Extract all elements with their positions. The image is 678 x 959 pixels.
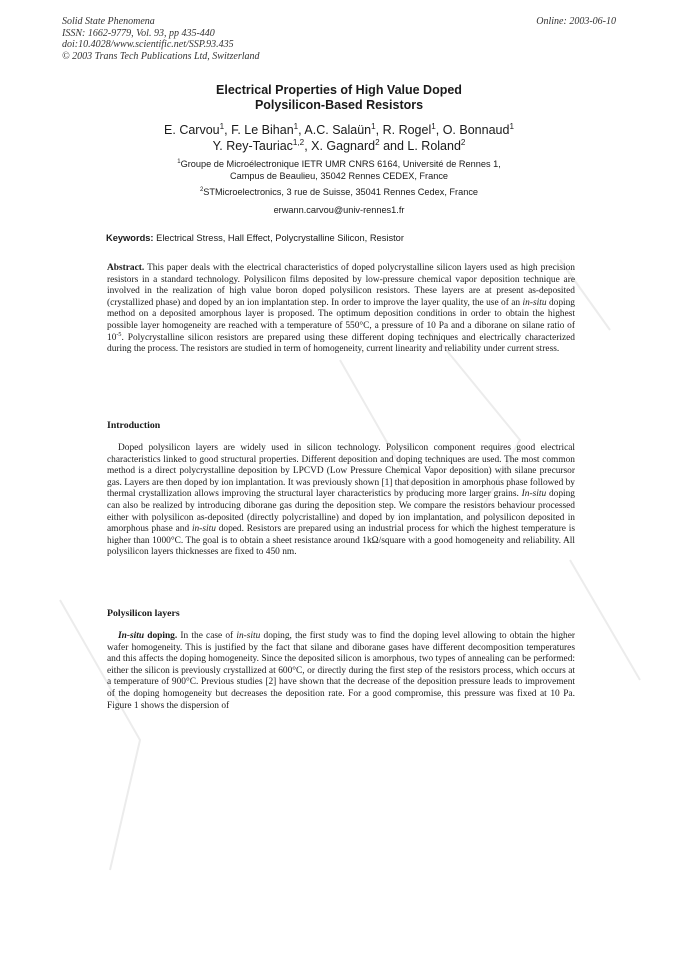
- title-line-1: Electrical Properties of High Value Doped: [216, 83, 462, 97]
- poly-italic: in-situ: [236, 631, 261, 641]
- journal-name: Solid State Phenomena: [62, 16, 155, 27]
- poly-text: doping, the first study was to find the doping level allowing to obtain the higher wafer homogeneity. This is justified by the fact that silane and diborane gases have different decomposition temperatures and this affects the doping homogeneity. Since the deposited silicon is amorphous, two types of annealing can be performed: either the silicon is previously crystallized at 600°C, or directly during the first step of the resistors process, which occurs at a temperature of 900°C. Previous studies [2] have shown that the decrease of the deposition pressure leads to improvement of the doping homogeneity but decreases the deposition rate. For a good compromise, this pressure was fixed at 10 Pa. Figure 1 shows the dispersion of: [107, 631, 575, 711]
- paper-title: [0, 83, 678, 113]
- introduction-paragraph: [107, 443, 575, 559]
- affiliation-text: STMicroelectronics, 3 rue de Suisse, 35041 Rennes Cedex, France: [203, 187, 479, 197]
- abstract-text: This paper deals with the electrical characteristics of doped polycrystalline silicon layers used as high precision resistors in a standard technology. Polysilicon films deposited by low-pressure chemical vapor deposition technique are involved in the realization of high value boron doped polysilicon resistors. These layers are at present as-deposited (crystallized phase) and doped by an ion implantation step. In order to improve the layer quality, the use of an: [107, 263, 575, 308]
- author-name: , R. Rogel: [375, 123, 432, 137]
- introduction-section: [107, 443, 575, 559]
- affiliation-2-line-1: [0, 186, 678, 198]
- intro-italic: In-situ: [521, 489, 547, 500]
- abstract-section: [107, 263, 575, 356]
- author-affiliation-mark: 1: [431, 121, 436, 131]
- affiliation-1-line-1: [0, 158, 678, 170]
- abstract-italic: in-situ: [522, 297, 547, 308]
- abstract-paragraph: [107, 263, 575, 356]
- section-heading-introduction: Introduction: [107, 420, 161, 431]
- abstract-exponent: -5: [116, 331, 122, 338]
- author-email[interactable]: erwann.carvou@univ-rennes1.fr: [273, 205, 405, 215]
- abstract-text: doping method on a deposited amorphous layer is proposed. The optimum deposition conditions in order to obtain the highest possible layer homogeneity are reached with a temperature of 550°C, a pressure of 10 Pa and a diborane on silane ratio of 10: [107, 297, 575, 343]
- intro-text: Doped polysilicon layers are widely used in silicon technology. Polysilicon component requires good electrical characteristics linked to good structural properties. Different deposition and doping techniques are used. The most common method is a direct polycrystalline deposition by LPCVD (Low Pressure Chemical Vapor deposition) with silane precursor gas. Layers are then doped by ion implantation. It was previously shown [1] that deposition in amorphous phase followed by thermal crystallization allows improving the structural layer characteristics by producing more larger grains.: [107, 443, 575, 500]
- keywords: [106, 233, 404, 243]
- author-affiliation-mark: 2: [460, 137, 466, 147]
- author-line-2: [0, 138, 678, 154]
- author-line-1: [0, 122, 678, 138]
- affiliation-text: Groupe de Microélectronique IETR UMR CNRS 6164, Université de Rennes 1,: [180, 159, 501, 169]
- author-name: , A.C. Salaün: [298, 123, 372, 137]
- intro-text: doping can also be realized by introducing diborane gas during the deposition step. We compare the resistors behaviour processed either with polysilicon as-deposited (directly polycristalline) and doped by ion implantation, and polysilicon deposited in amorphous phase and: [107, 489, 575, 535]
- keywords-text: Electrical Stress, Hall Effect, Polycrystalline Silicon, Resistor: [153, 233, 404, 243]
- affiliation-2: [0, 186, 678, 198]
- abstract-text: . Polycrystalline silicon resistors are prepared using these different doping techniques and electrically characterized during the process. The resistors are studied in term of homogeneity, current linearity and reliability under current stress.: [107, 332, 575, 355]
- subsection-label: [118, 631, 177, 641]
- online-date: Online: 2003-06-10: [536, 16, 616, 27]
- intro-italic: in-situ: [191, 524, 216, 535]
- journal-metadata: [62, 16, 260, 62]
- journal-doi[interactable]: doi:10.4028/www.scientific.net/SSP.93.435: [62, 39, 234, 50]
- author-name: , X. Gagnard: [304, 139, 376, 153]
- section-heading-polysilicon-layers: Polysilicon layers: [107, 608, 180, 619]
- author-affiliation-mark: 1: [509, 121, 514, 131]
- author-affiliation-mark: 1: [371, 121, 376, 131]
- polysilicon-section: [107, 631, 575, 712]
- author-affiliation-mark: 1: [293, 121, 299, 131]
- abstract-label: Abstract.: [107, 263, 145, 273]
- polysilicon-paragraph: [107, 631, 575, 712]
- journal-issn: ISSN: 1662-9779, Vol. 93, pp 435-440: [62, 27, 215, 39]
- subsection-rest: doping.: [144, 631, 178, 641]
- author-name: E. Carvou: [164, 123, 220, 137]
- subsection-italic: In-situ: [118, 631, 145, 641]
- affiliation-mark: 1: [177, 158, 181, 165]
- affiliation-mark: 2: [199, 186, 204, 193]
- author-affiliation-mark: 2: [375, 137, 380, 147]
- title-line-2: Polysilicon-Based Resistors: [254, 98, 424, 112]
- journal-copyright: © 2003 Trans Tech Publications Ltd, Switzerland: [62, 50, 260, 62]
- intro-text: doped. Resistors are prepared using an industrial process for which the highest temperature is higher than 1000°C. The goal is to obtain a sheet resistance around 1kΩ/square with a good homogeneity and reliability. All polysilicon layers thicknesses are fixed to 450 nm.: [107, 524, 575, 558]
- affiliation-1-line-2: Campus de Beaulieu, 35042 Rennes CEDEX, France: [229, 171, 449, 181]
- affiliation-1: [0, 158, 678, 182]
- author-affiliation-mark: 1: [219, 121, 225, 131]
- poly-text: In the case of: [177, 631, 237, 641]
- author-name: , F. Le Bihan: [224, 123, 294, 137]
- author-affiliation-mark: 1,2: [292, 137, 305, 147]
- author-name: and L. Roland: [379, 139, 461, 153]
- author-name: , O. Bonnaud: [435, 123, 510, 137]
- author-list: [0, 122, 678, 154]
- author-name: Y. Rey-Tauriac: [212, 139, 293, 153]
- keywords-label: Keywords:: [106, 233, 154, 243]
